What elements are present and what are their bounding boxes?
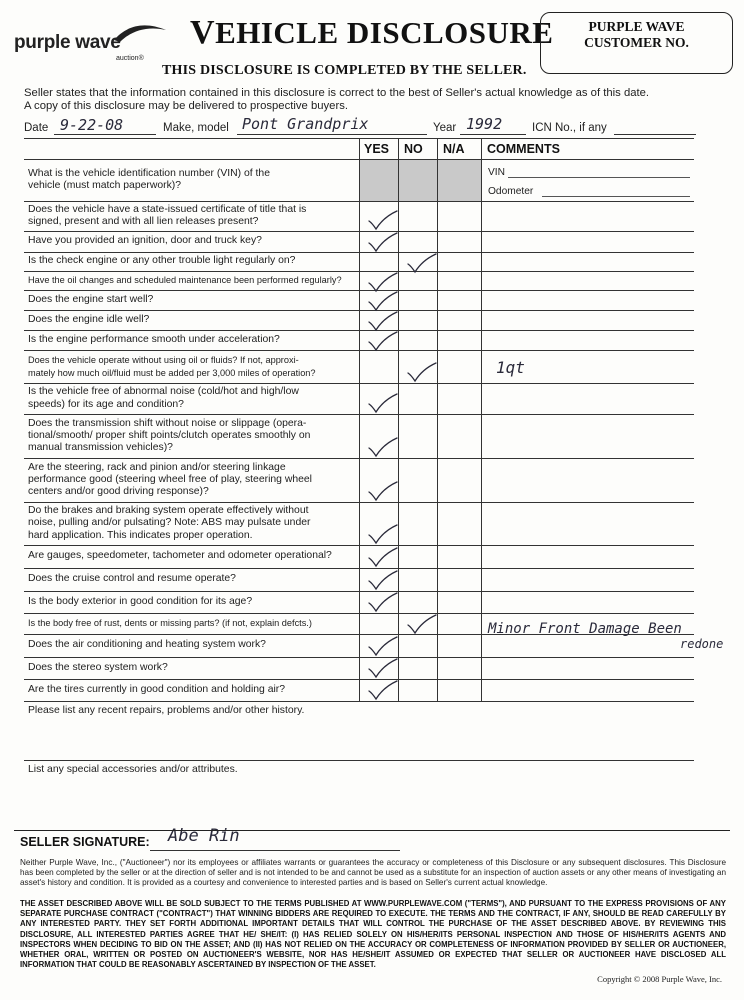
customer-number-label: PURPLE WAVE CUSTOMER NO.: [584, 19, 689, 50]
checkmark-icon: [406, 252, 438, 274]
question-line: Do the brakes and braking system operate effectively without: [28, 505, 309, 517]
icn-label: ICN No., if any: [532, 122, 607, 134]
checkmark-icon: [367, 591, 399, 613]
question-text: [28, 705, 304, 717]
vin-shaded-cells: [359, 159, 481, 201]
footer-divider: [14, 830, 730, 831]
copyright-text: Copyright © 2008 Purple Wave, Inc.: [597, 974, 722, 984]
question-text: [28, 617, 312, 629]
question-text: [28, 354, 316, 378]
checkmark-icon: [367, 290, 399, 312]
customer-number-box[interactable]: [540, 12, 733, 74]
odometer-label: Odometer: [488, 186, 534, 197]
make-model-field[interactable]: [237, 134, 427, 135]
checkmark-icon: [367, 569, 399, 591]
question-line: Please list any recent repairs, problems and/or other history.: [28, 705, 305, 716]
question-line: centers and/or good driving response)?: [28, 486, 209, 498]
question-line: Does the vehicle operate without using oil or fluids? If not, approxi-: [28, 355, 299, 366]
question-text: [28, 550, 332, 562]
question-line: hard application. This indicates proper operation.: [28, 529, 253, 541]
question-line: Is the vehicle free of abnormal noise (cold/hot and high/low: [28, 386, 299, 398]
checkmark-icon: [406, 361, 438, 383]
question-line: Does the engine idle well?: [28, 313, 150, 325]
seller-signature-field[interactable]: [150, 850, 400, 851]
year-field[interactable]: [460, 134, 526, 135]
question-text: [28, 462, 312, 499]
checkmark-icon: [367, 436, 399, 458]
comment-text-continued: redone: [680, 637, 724, 651]
vin-label: VIN: [488, 167, 505, 178]
question-text: [28, 314, 149, 326]
column-rule: [359, 138, 360, 701]
question-text: [28, 294, 153, 306]
checkmark-icon: [367, 231, 399, 253]
question-text: [28, 255, 295, 267]
checkmark-icon: [406, 613, 438, 635]
question-line: Are the steering, rack and pinion and/or steering linkage: [28, 461, 286, 473]
page-subtitle: THIS DISCLOSURE IS COMPLETED BY THE SELLER.: [162, 63, 527, 78]
question-text: [28, 168, 270, 192]
question-line: Does the stereo system work?: [28, 661, 168, 673]
comment-text: 1qt: [496, 358, 525, 377]
question-line: Does the cruise control and resume operate?: [28, 573, 236, 585]
question-line: Does the vehicle have a state-issued certificate of title that is: [28, 203, 307, 215]
checkmark-icon: [367, 523, 399, 545]
checkmark-icon: [367, 209, 399, 231]
question-line: Are the tires currently in good condition and holding air?: [28, 683, 286, 695]
checkmark-icon: [367, 310, 399, 332]
checkmark-icon: [367, 392, 399, 414]
checkmark-icon: [367, 330, 399, 352]
seller-signature-label: SELLER SIGNATURE:: [20, 835, 150, 849]
col-comments: COMMENTS: [487, 142, 560, 156]
question-text: [28, 596, 252, 608]
question-text: [28, 573, 236, 585]
checkmark-icon: [367, 657, 399, 679]
question-text: [28, 418, 310, 455]
col-yes: YES: [364, 142, 390, 156]
checkmark-icon: [367, 546, 399, 568]
page-title: [190, 14, 553, 52]
question-line: mately how much oil/fluid must be added per 3,000 miles of operation?: [28, 367, 316, 378]
question-line: signed, present and with all lien releases present?: [28, 216, 259, 227]
question-text: [28, 505, 310, 542]
question-line: Does the air conditioning and heating system work?: [28, 639, 266, 651]
title-rest: EHICLE DISCLOSURE: [215, 15, 554, 50]
question-text: [28, 334, 280, 346]
question-text: [28, 386, 299, 410]
question-line: Is the check engine or any other trouble light regularly on?: [28, 255, 296, 267]
question-line: vehicle (must match paperwork)?: [28, 180, 182, 191]
question-line: noise, pulling and/or pulsating? Note: ABS may pulsate under: [28, 517, 311, 529]
question-text: [28, 764, 238, 776]
purple-wave-logo: [14, 22, 164, 66]
row-rule: [24, 760, 694, 761]
year-value: 1992: [466, 115, 503, 133]
question-line: Does the engine start well?: [28, 293, 154, 305]
checkmark-icon: [367, 635, 399, 657]
question-text: [28, 204, 306, 228]
icn-field[interactable]: [614, 134, 696, 135]
question-line: tional/smooth/ proper shift points/clutch operates smoothly on: [28, 429, 311, 441]
checkmark-icon: [367, 480, 399, 502]
col-na: N/A: [443, 142, 465, 156]
seller-signature-value: Abe Rin: [168, 826, 240, 846]
vin-field[interactable]: [508, 177, 690, 178]
intro-statement: Seller states that the information contained in this disclosure is correct to the best of Seller's actual knowledge as of this date. A copy of this disclosure may be delivered to prospective buyers.: [24, 87, 650, 112]
question-line: Is the body exterior in good condition for its age?: [28, 595, 253, 607]
question-line: Are gauges, speedometer, tachometer and odometer operational?: [28, 550, 332, 562]
question-line: What is the vehicle identification number (VIN) of the: [28, 167, 270, 179]
column-rule: [481, 138, 482, 701]
col-no: NO: [404, 142, 423, 156]
question-text: [28, 274, 342, 286]
question-text: [28, 662, 168, 674]
year-label: Year: [433, 122, 457, 134]
question-text: [28, 684, 285, 696]
question-line: Does the transmission shift without noise or slippage (opera-: [28, 417, 307, 429]
title-initial: V: [190, 14, 216, 51]
question-line: performance good (steering wheel free of play, steering wheel: [28, 473, 312, 485]
question-line: Is the body free of rust, dents or missing parts? (if not, explain defcts.): [28, 618, 312, 629]
make-model-label: Make, model: [163, 122, 229, 134]
question-line: Have you provided an ignition, door and truck key?: [28, 235, 262, 247]
terms-text: THE ASSET DESCRIBED ABOVE WILL BE SOLD SUBJECT TO THE TERMS PUBLISHED AT WWW.PURPLEWAVE.COM ("TERMS"), AND PURSUANT TO THE EXPRESS PROVISIONS OF ANY SEPARATE PURCHASE CONTRACT ("CONTRACT") THAT WINNING BIDDERS ARE REQUIRED TO EXECUTE. THE TERMS AND THE CONTRACT, IF ANY, SHOULD BE READ CAREFULLY BY ANY INTERESTED PARTY. THEY SET FORTH ADDITIONAL IMPORTANT DETAILS THAT WILL CONTROL THE PURCHASE OF THE ASSET DESCRIBED ABOVE. BY REVIEWING THIS DISCLOSURE, ALL INTERESTED PARTIES AGREE THAT HE/ SHE/IT: (I) HAS RELIED SOLELY ON HIS/HER/ITS PERSONAL INSPECTION AND THOSE OF HIS/HER/ITS AGENTS AND INSPECTORS WHEN DECIDING TO BID ON THE ASSET; AND (II) HAS NOT RELIED ON THE ACCURACY OR COMPLETENESS OF INFORMATION PROVIDED BY SELLER OR AUCTIONEER, WHETHER ORAL, WRITTEN OR POSTED ON AUCTIONEER'S WEBSITE, NOR HAS HE/SHE/IT ASSUMED OR EXPECTED THAT SELLER OR AUCTIONEER HAVE DISCLOSED ALL INFORMATION THAT COULD BE REASONABLY ASCERTAINED BY INSPECTION OF THE ASSET.: [20, 899, 726, 970]
date-value: 9-22-08: [60, 116, 124, 134]
question-line: Is the engine performance smooth under acceleration?: [28, 333, 280, 345]
question-line: List any special accessories and/or attributes.: [28, 764, 238, 775]
logo-suffix: auction®: [116, 55, 144, 62]
make-model-value: Pont Grandprix: [242, 115, 369, 133]
date-field[interactable]: [54, 134, 156, 135]
question-text: [28, 235, 262, 247]
question-line: manual transmission vehicles)?: [28, 442, 173, 454]
comment-text: Minor Front Damage Been: [488, 621, 682, 637]
row-rule: [24, 701, 694, 702]
disclaimer-text: Neither Purple Wave, Inc., ("Auctioneer") nor its employees or affiliates warrants or guarantees the accuracy or completeness of this Disclosure or any subsequent disclosures. This Disclosure has been completed by the seller or at the direction of seller and is not intended to be and cannot be used as a substitute for an inspection of auction assets or any other means of investigating an asset's history and condition. It is provided as a courtesy and convenience to interested parties and is based on Seller's current actual knowledge.: [20, 858, 726, 887]
checkmark-icon: [367, 679, 399, 701]
question-text: [28, 639, 266, 651]
question-line: Have the oil changes and scheduled maintenance been performed regularly?: [28, 275, 342, 286]
logo-wordmark: purple wave: [14, 32, 121, 53]
odometer-field[interactable]: [542, 196, 690, 197]
question-line: speeds) for its age and condition?: [28, 398, 184, 410]
date-label: Date: [24, 122, 49, 134]
